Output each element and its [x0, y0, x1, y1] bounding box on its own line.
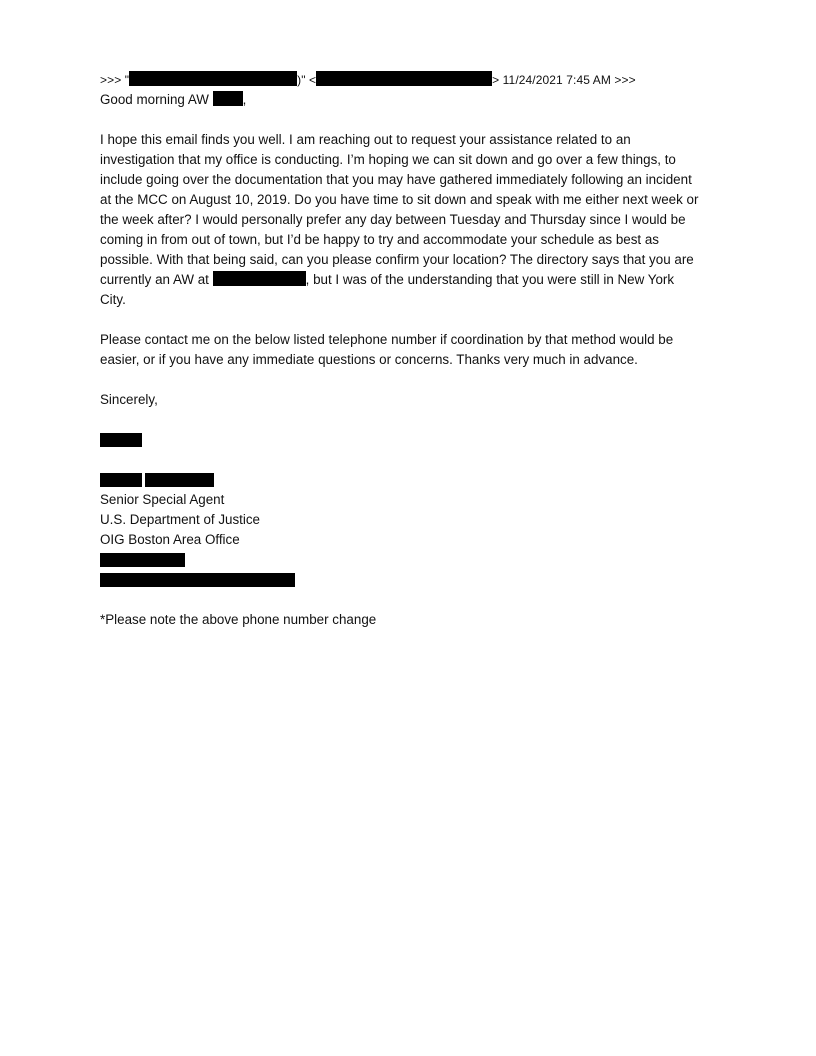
redacted-email	[100, 573, 295, 587]
redacted-recipient-name	[213, 91, 243, 106]
signature-email-row	[100, 570, 720, 590]
closing: Sincerely,	[100, 392, 158, 407]
paragraph-line: I hope this email finds you well. I am reaching out to request your assistance related to an	[100, 132, 631, 147]
spacer	[100, 310, 720, 330]
greeting	[100, 90, 720, 110]
redacted-sender-email	[316, 71, 492, 86]
spacer	[100, 410, 720, 430]
spacer	[100, 370, 720, 390]
signature-name-row	[100, 430, 720, 450]
location-after: , but I was of the understanding that you were still in New York	[305, 272, 675, 287]
paragraph-line: coming in from out of town, but I’d be happy to try and accommodate your schedule as best as	[100, 232, 659, 247]
redacted-last-name	[145, 473, 214, 487]
location-before: currently an AW at	[100, 272, 213, 287]
paragraph-line-location	[100, 270, 720, 290]
redacted-sender-name	[129, 71, 297, 86]
paragraph-line: include going over the documentation that you may have gathered immediately following an incident	[100, 172, 692, 187]
footnote: *Please note the above phone number change	[100, 612, 377, 627]
forward-header	[100, 70, 720, 90]
signature-department: U.S. Department of Justice	[100, 512, 261, 527]
header-after-name: )" <	[297, 73, 317, 87]
paragraph-contact	[100, 330, 720, 370]
email-body	[100, 70, 720, 630]
signature-fullname-row	[100, 470, 720, 490]
paragraph-line: the week after? I would personally prefer any day between Tuesday and Thursday since I would be	[100, 212, 686, 227]
greeting-text: Good morning AW	[100, 92, 213, 107]
header-prefix: >>> "	[100, 73, 130, 87]
spacer	[100, 590, 720, 610]
paragraph-line: at the MCC on August 10, 2019. Do you have time to sit down and speak with me either next week or	[100, 192, 699, 207]
paragraph-line: easier, or if you have any immediate questions or concerns. Thanks very much in advance.	[100, 352, 638, 367]
paragraph-line: possible. With that being said, can you please confirm your location? The directory says that you are	[100, 252, 694, 267]
paragraph-line: City.	[100, 292, 126, 307]
redacted-location	[213, 271, 306, 286]
redacted-phone	[100, 553, 185, 567]
header-timestamp: > 11/24/2021 7:45 AM >>>	[492, 73, 636, 87]
spacer	[100, 450, 720, 470]
redacted-first-name	[100, 473, 142, 487]
paragraph-line: investigation that my office is conducting. I’m hoping we can sit down and go over a few things, to	[100, 152, 676, 167]
paragraph-line: Please contact me on the below listed telephone number if coordination by that method would be	[100, 332, 674, 347]
signature-office: OIG Boston Area Office	[100, 532, 240, 547]
signature-title: Senior Special Agent	[100, 492, 225, 507]
spacer	[100, 110, 720, 130]
signature-phone-row	[100, 550, 720, 570]
redacted-signature-name	[100, 433, 142, 447]
greeting-comma: ,	[242, 92, 247, 107]
paragraph-request	[100, 130, 720, 310]
